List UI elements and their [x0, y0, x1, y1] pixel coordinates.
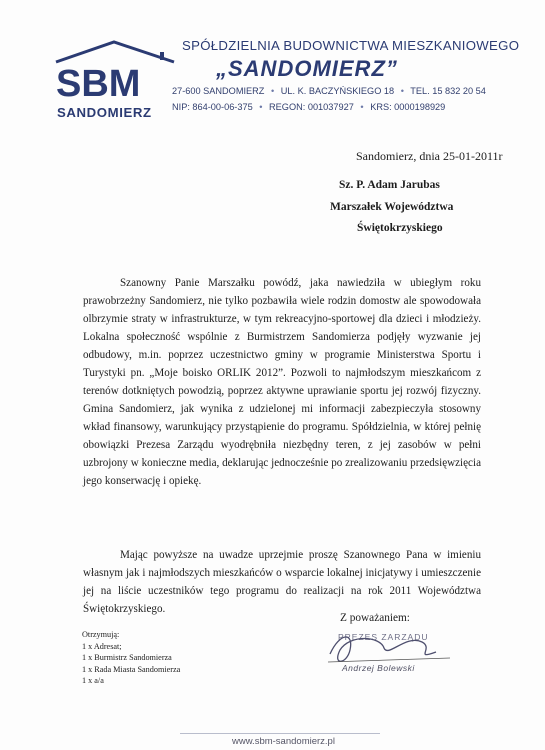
recipient-title: Marszałek Województwa [330, 201, 454, 213]
distribution-item: 1 x Burmistrz Sandomierza [82, 653, 172, 662]
stamp-title: PREZES ZARZĄDU [338, 632, 429, 642]
recipient-name: Sz. P. Adam Jarubas [339, 179, 440, 191]
logo-text: SBM [56, 63, 141, 105]
letter-date: Sandomierz, dnia 25-01-2011r [356, 149, 503, 163]
krs-number: KRS: 0000198929 [370, 102, 446, 112]
body-paragraph-2: Mając powyższe na uwadze uprzejmie proszę Szanownego Pana w imieniu własnym jak i najmłodszych mieszkańców o wsparcie lokalnej inicjatywy i umieszczenie jej na liście uczestników tego programu do realizacji na rok 2011 Województwa Świętokrzyskiego. [83, 549, 481, 615]
distribution-item: 1 x Adresat; [82, 641, 122, 651]
nip-number: NIP: 864-00-06-375 [172, 102, 253, 112]
closing-regards: Z poważaniem: [340, 612, 410, 624]
phone-number: TEL. 15 832 20 54 [410, 86, 486, 96]
separator-dot: • [360, 102, 364, 112]
organization-name: SPÓŁDZIELNIA BUDOWNICTWA MIESZKANIOWEGO [182, 38, 520, 53]
sbm-logo [52, 40, 178, 122]
address-postcode: 27-600 SANDOMIERZ [172, 86, 265, 96]
body-paragraph-1: Szanowny Panie Marszałku powódź, jaka nawiedziła w ubiegłym roku prawobrzeżny Sandomierz, nie tylko pozbawiła wiele rodzin domostw ale spowodowała olbrzymie straty w infrastrukturze, w tym rekreacyjno-sportowej dla dzieci i młodzieży. Lokalna społeczność wspólnie z Burmistrzem Sandomierza podjęły wyzwanie jej odbudowy, m.in. poprzez uczestnictwo gminy w programie Ministerstwa Sportu i Turystyki pn. „Moje boisko ORLIK 2012”. Pozwoli to najmłodszym mieszkańcom z terenów dotkniętych powodzią, poprzez aktywne uprawianie sportu jej rozwój fizyczny. Gmina Sandomierz, jak wynika z udzielonej mi informacji zabezpieczyła stosowny wkład finansowy, warunkujący przystąpienie do programu. Spółdzielnia, w której pełnię obowiązki Prezesa Zarządu wyodrębniła niezbędny teren, z jej zasobów w pełni uzbrojony w konieczne media, deklarując jednocześnie po zrealizowaniu przedsięwzięcia jego konserwację i opiekę. [83, 277, 481, 487]
distribution-heading: Otrzymują: [82, 630, 120, 639]
address-street: UL. K. BACZYŃSKIEGO 18 [280, 86, 395, 96]
separator-dot: • [270, 86, 275, 96]
recipient-region: Świętokrzyskiego [357, 222, 443, 234]
distribution-list [82, 629, 180, 687]
contact-line-registry [172, 102, 445, 112]
logo-subtext: SANDOMIERZ [57, 105, 152, 120]
contact-line-address [172, 86, 486, 96]
separator-dot: • [259, 102, 263, 112]
footer-divider [180, 733, 380, 734]
organization-short-name: „SANDOMIERZ” [216, 56, 398, 81]
signature-stamp [310, 624, 460, 678]
footer-website: www.sbm-sandomierz.pl [232, 736, 335, 747]
regon-number: REGON: 001037927 [269, 102, 354, 112]
separator-dot: • [400, 86, 404, 96]
distribution-item: 1 x Rada Miasta Sandomierza [82, 664, 181, 674]
stamp-name: Andrzej Bolewski [342, 663, 415, 673]
distribution-item: 1 x a/a [82, 676, 104, 685]
